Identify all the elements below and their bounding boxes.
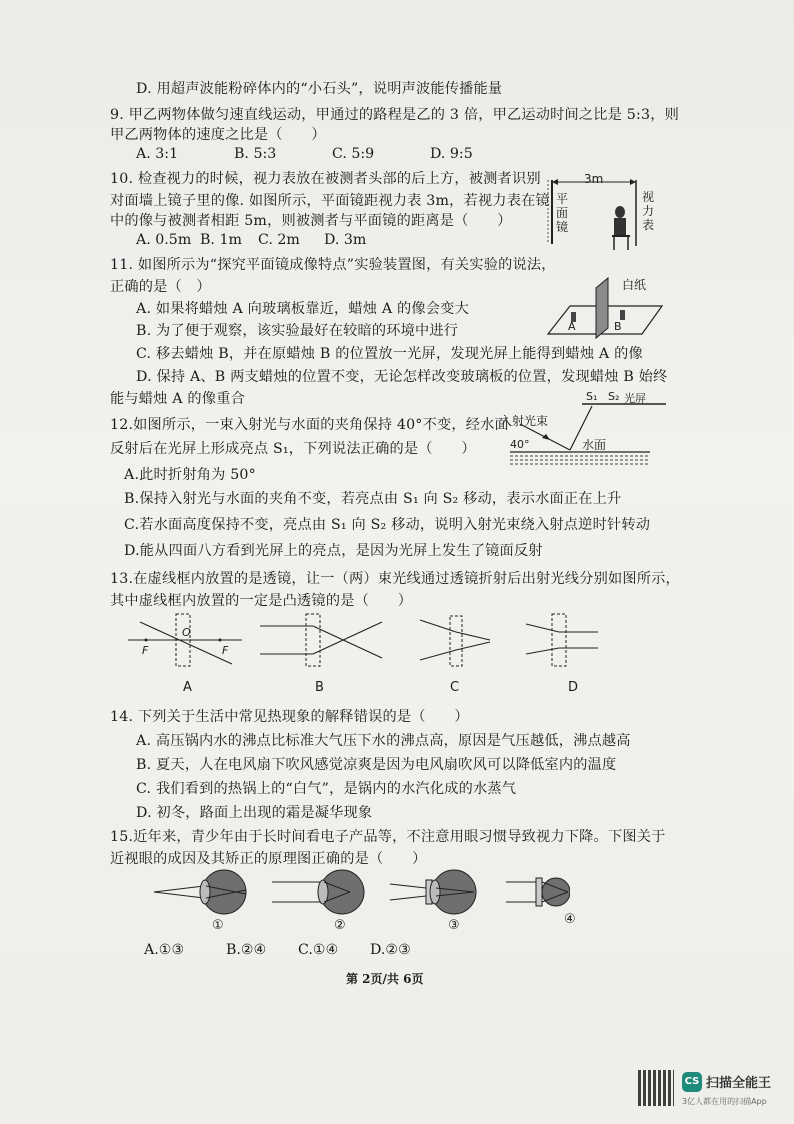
q13-figures — [120, 606, 600, 696]
q15-figures — [150, 866, 576, 938]
q12-option-d: D.能从四面八方看到光屏上的亮点，是因为光屏上发生了镜面反射 — [124, 543, 543, 559]
q9-stem-line1: 9. 甲乙两物体做匀速直线运动，甲通过的路程是乙的 3 倍，甲乙运动时间之比是 5:3，则 — [110, 107, 680, 123]
q14-option-a: A. 高压锅内水的沸点比标准大气压下水的沸点高，原因是气压越低，沸点越高 — [136, 733, 631, 749]
q11-option-d-line1: D. 保持 A、B 两支蜡烛的位置不变，无论怎样改变玻璃板的位置，发现蜡烛 B 始终 — [136, 369, 668, 385]
q12-option-a: A.此时折射角为 50° — [124, 467, 256, 483]
q12-option-b: B.保持入射光与水面的夹角不变，若亮点由 S₁ 向 S₂ 移动，表示水面正在上升 — [124, 491, 622, 507]
q9-options — [136, 146, 473, 162]
q13-figure-c — [420, 616, 490, 666]
q10-figure — [544, 170, 664, 260]
q13-label-c: C — [450, 680, 460, 695]
q11-figure — [544, 272, 664, 340]
q10-option-c: C. 2m — [258, 232, 300, 248]
q15-eye-2 — [272, 870, 364, 914]
q15-stem-line1: 15.近年来，青少年由于长时间看电子产品等，不注意用眼习惯导致视力下降。下图关于 — [110, 829, 666, 845]
q11-option-b: B. 为了便于观察，该实验最好在较暗的环境中进行 — [136, 323, 459, 339]
q15-label-1: ① — [212, 918, 224, 933]
q12-option-c: C.若水面高度保持不变，亮点由 S₁ 向 S₂ 移动，说明入射光束绕入射点逆时针转动 — [124, 517, 651, 533]
q13-figure-a — [128, 614, 242, 666]
q10-option-d: D. 3m — [324, 232, 367, 248]
q11-option-c: C. 移去蜡烛 B，并在原蜡烛 B 的位置放一光屏，发现光屏上能得到蜡烛 A 的像 — [136, 346, 643, 362]
q12-screen-label: 光屏 — [624, 392, 646, 405]
q13-figure-d — [526, 614, 598, 666]
q11-candle-a-label: A — [568, 320, 576, 333]
q15-option-c: C.①④ — [298, 942, 339, 958]
q15-option-b: B.②④ — [226, 942, 267, 958]
q9-option-d: D. 9:5 — [430, 146, 473, 162]
q15-eye-3 — [390, 870, 476, 914]
q11-paper-label: 白纸 — [622, 278, 647, 292]
q12-water-label: 水面 — [582, 438, 607, 452]
q13-focus-right-label: F — [222, 644, 229, 657]
q13-figure-b — [260, 614, 382, 666]
q10-option-a: A. 0.5m — [136, 232, 192, 248]
q9-option-c: C. 5:9 — [332, 146, 375, 162]
q15-option-a: A.①③ — [144, 942, 185, 958]
q11-stem-line1: 11. 如图所示为“探究平面镜成像特点”实验装置图，有关实验的说法， — [110, 257, 556, 273]
q9-option-a: A. 3:1 — [136, 146, 179, 162]
q13-label-b: B — [315, 680, 324, 695]
q12-angle-label: 40° — [510, 438, 530, 451]
q15-eye-4 — [506, 878, 570, 906]
scanner-watermark — [638, 1066, 788, 1112]
q15-label-4: ④ — [564, 912, 576, 927]
page-number: 第 2页/共 6页 — [346, 972, 424, 986]
q13-label-a: A — [183, 680, 192, 695]
q10-stem-line2: 对面墙上镜子里的像. 如图所示，平面镜距视力表 3m，若视力表在镜 — [110, 193, 550, 209]
q9-stem-line2: 甲乙两物体的速度之比是（ ） — [110, 127, 326, 143]
q12-stem-line1: 12.如图所示，一束入射光与水面的夹角保持 40°不变，经水面 — [110, 417, 509, 433]
qr-code-icon — [638, 1070, 674, 1106]
q11-stem-line2: 正确的是（ ） — [110, 279, 211, 295]
q8-option-d: D. 用超声波能粉碎体内的“小石头”，说明声波能传播能量 — [136, 81, 503, 97]
q15-label-3: ③ — [448, 918, 460, 933]
q10-options — [136, 232, 366, 248]
q14-option-c: C. 我们看到的热锅上的“白气”，是锅内的水汽化成的水蒸气 — [136, 781, 517, 797]
scanner-app-name: 扫描全能王 — [706, 1076, 772, 1091]
q14-option-b: B. 夏天，人在电风扇下吹风感觉凉爽是因为电风扇吹风可以降低室内的温度 — [136, 757, 617, 773]
q10-stem-line3: 中的像与被测者相距 5m，则被测者与平面镜的距离是（ ） — [110, 213, 512, 229]
q15-stem-line2: 近视眼的成因及其矫正的原理图正确的是（ ） — [110, 851, 427, 867]
q14-stem: 14. 下列关于生活中常见热现象的解释错误的是（ ） — [110, 709, 469, 725]
scanner-tagline: 3亿人都在用的扫描App — [682, 1097, 767, 1106]
q10-chart-label: 视力表 — [642, 190, 655, 232]
q15-label-2: ② — [334, 918, 346, 933]
q13-stem-line1: 13.在虚线框内放置的是透镜，让一（两）束光线通过透镜折射后出射光线分别如图所示， — [110, 571, 680, 587]
q15-options — [144, 942, 411, 958]
q12-s2-label: S₂ — [608, 390, 620, 403]
q10-stem-line1: 10. 检查视力的时候，视力表放在被测者头部的后上方，被测者识别 — [110, 171, 541, 187]
q14-option-d: D. 初冬，路面上出现的霜是凝华现象 — [136, 805, 373, 821]
q10-option-b: B. 1m — [200, 232, 242, 248]
q11-candle-b-label: B — [614, 320, 622, 333]
q11-option-a: A. 如果将蜡烛 A 向玻璃板靠近，蜡烛 A 的像会变大 — [136, 301, 469, 317]
q15-eye-1 — [154, 870, 246, 914]
cs-logo-icon: CS — [682, 1072, 702, 1092]
q12-s1-label: S₁ — [586, 390, 598, 403]
q13-stem-line2: 其中虚线框内放置的一定是凸透镜的是（ ） — [110, 593, 413, 609]
q13-center-label: O — [182, 626, 191, 639]
q12-beam-label: 入射光束 — [500, 414, 549, 428]
q9-option-b: B. 5:3 — [234, 146, 277, 162]
q10-distance-label: 3m — [584, 172, 604, 186]
q13-label-d: D — [568, 680, 579, 695]
q12-figure — [500, 390, 680, 470]
q10-mirror-label: 平面镜 — [556, 192, 569, 234]
q13-focus-left-label: F — [142, 644, 149, 657]
q11-option-d-line2: 能与蜡烛 A 的像重合 — [110, 391, 245, 407]
q15-option-d: D.②③ — [370, 942, 411, 958]
q12-stem-line2: 反射后在光屏上形成亮点 S₁，下列说法正确的是（ ） — [110, 441, 476, 457]
